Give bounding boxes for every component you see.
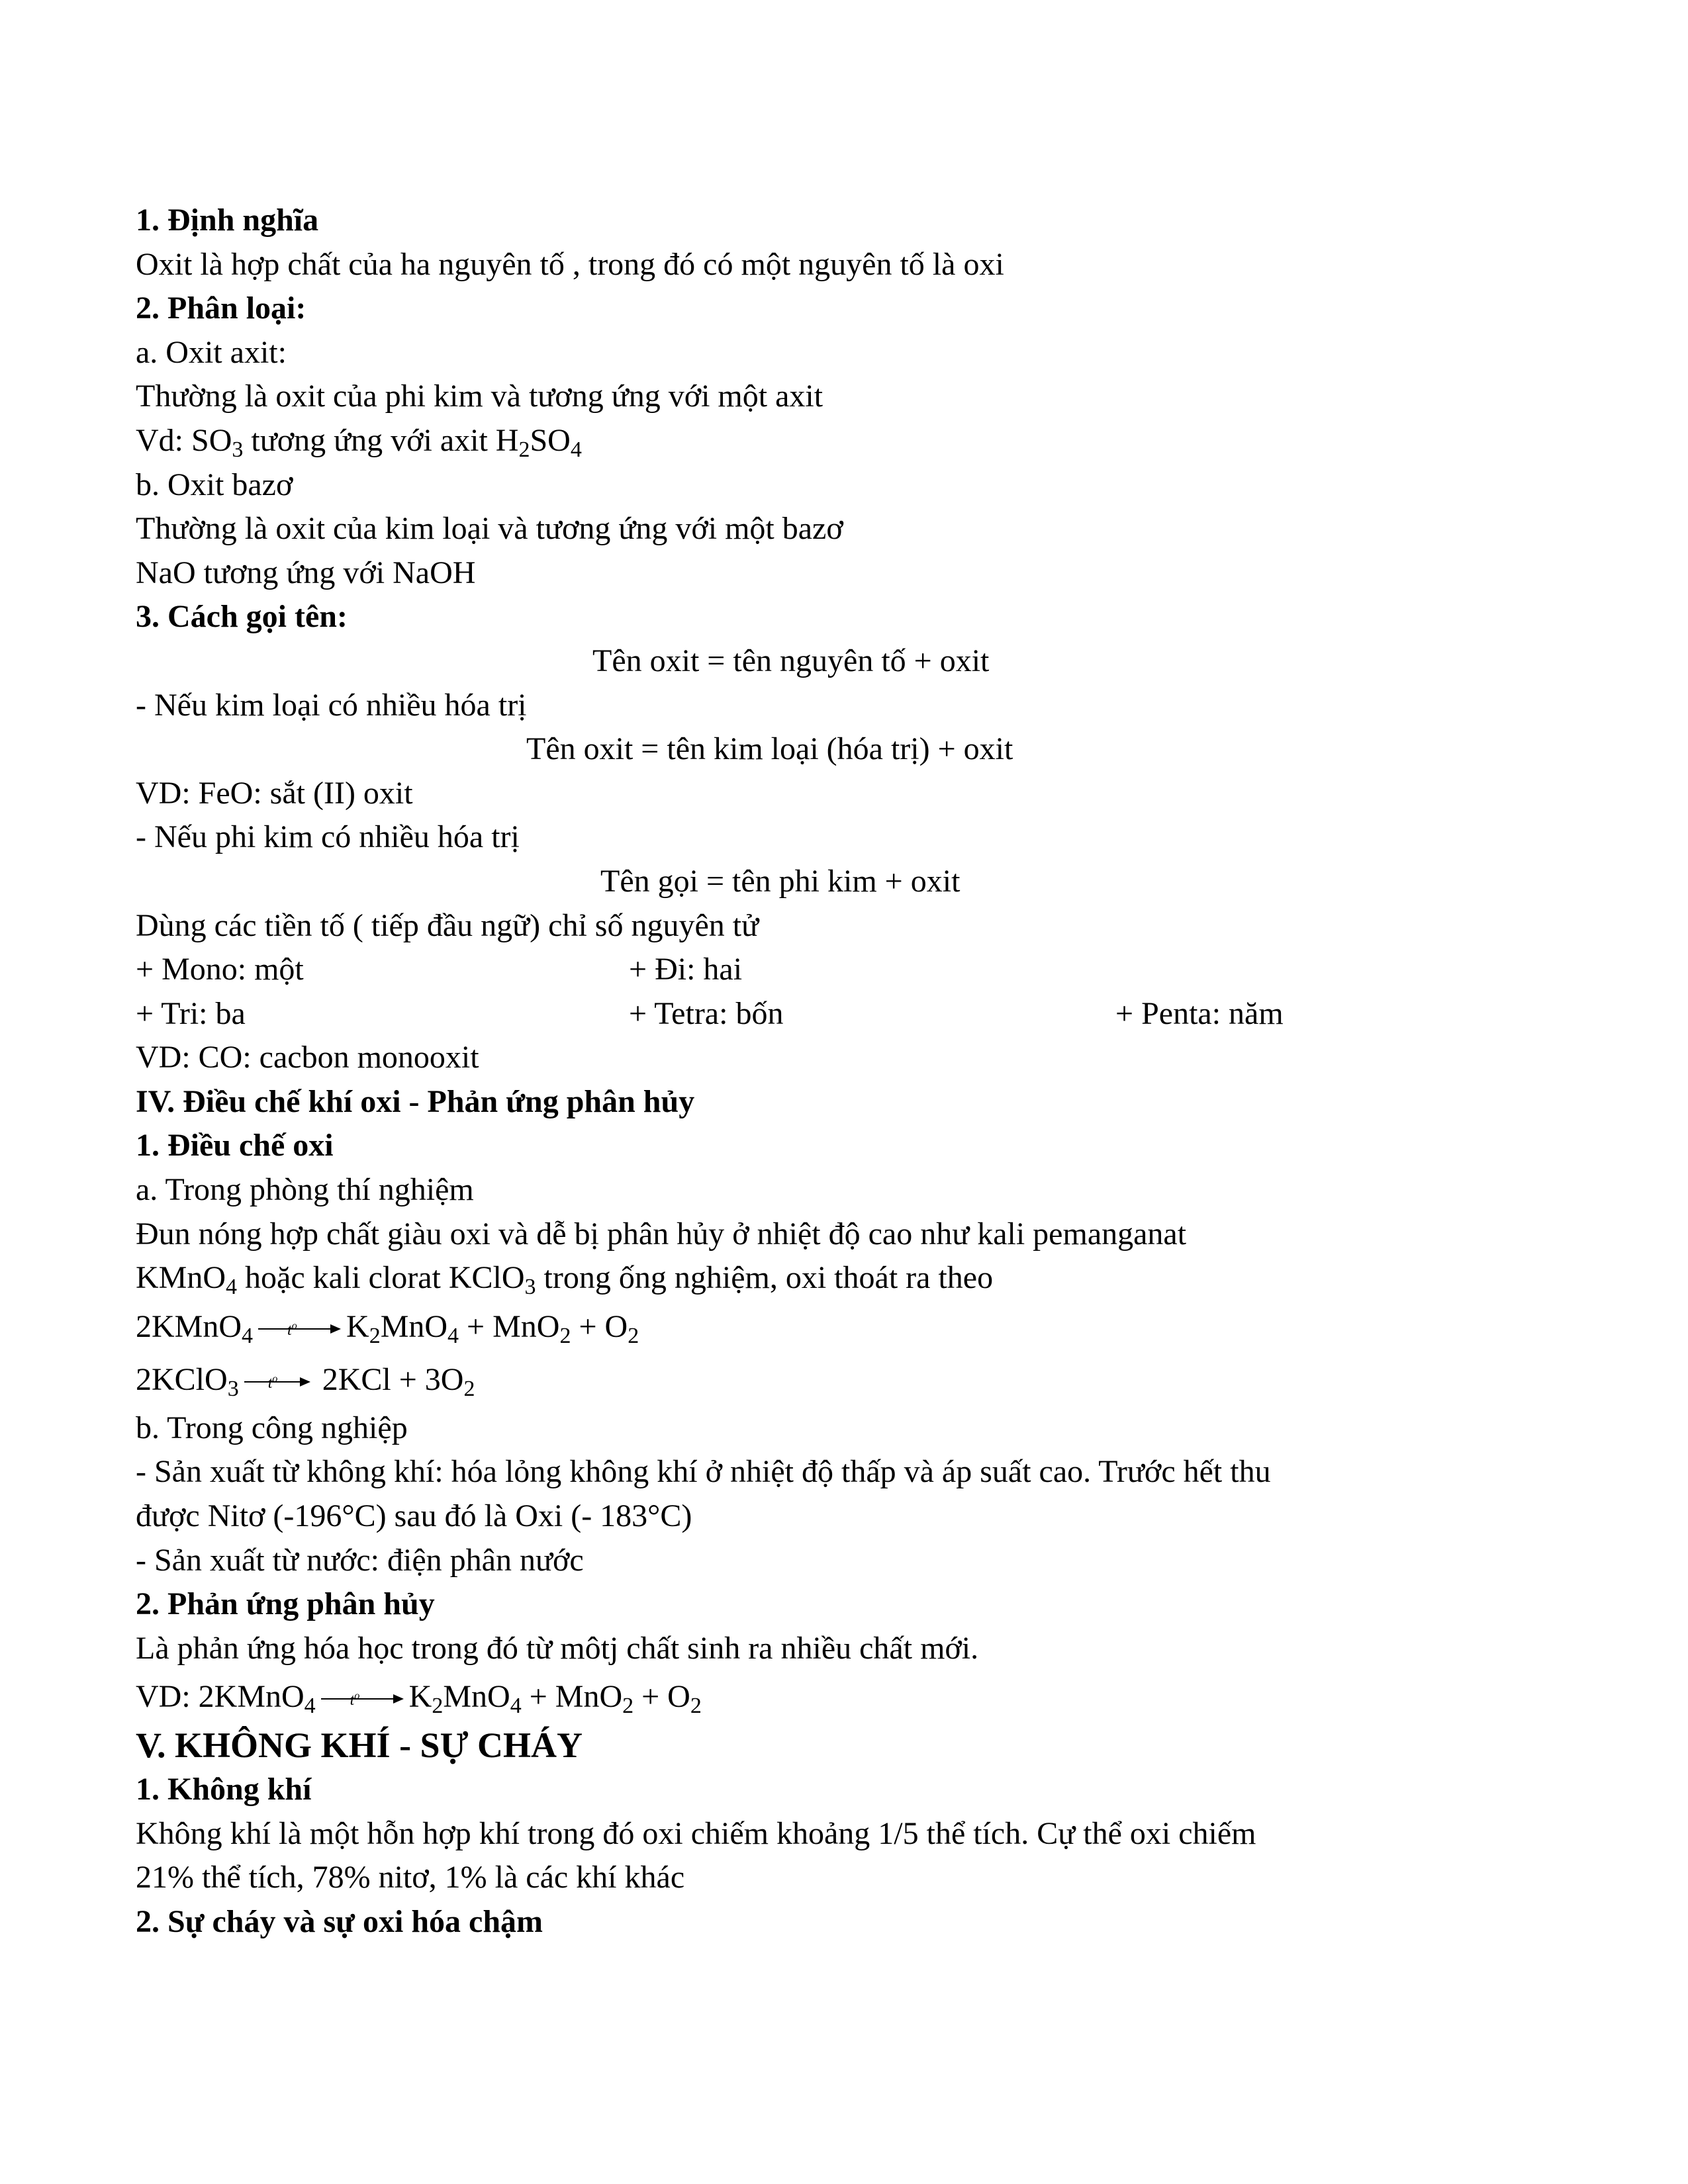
air-text-2: 21% thể tích, 78% nitơ, 1% là các khí khác — [136, 1860, 685, 1895]
basic-oxide-text: Thường là oxit của kim loại và tương ứng với một bazơ — [136, 511, 843, 547]
subheading-basic-oxide: b. Oxit bazơ — [136, 467, 293, 502]
naming-nonmetal-note: - Nếu phi kim có nhiều hóa trị — [136, 819, 520, 855]
reaction-decomposition-example: VD: 2KMnO$_4$ $t^o$ $K_2MnO_4 + MnO_2 + O_2$ — [136, 1679, 702, 1719]
prefix-tetra: + Tetra: bốn — [629, 995, 784, 1031]
industry-text-1: - Sản xuất từ không khí: hóa lỏng không khí ở nhiệt độ thấp và áp suất cao. Trước hết thu — [136, 1454, 1271, 1490]
reaction-arrow — [244, 1363, 310, 1390]
heading-classification: 2. Phân loại: — [136, 291, 306, 326]
naming-formula-metal: Tên oxit = tên kim loại (hóa trị) + oxit — [526, 731, 1013, 767]
decomposition-text: Là phản ứng hóa học trong đó từ môtj chất sinh ra nhiều chất mới. — [136, 1630, 979, 1666]
laboratory-text-1: Đun nóng hợp chất giàu oxi và dễ bị phân hủy ở nhiệt độ cao như kali pemanganat — [136, 1216, 1187, 1251]
prefix-di: + Đi: hai — [629, 952, 743, 987]
naming-metal-note: - Nếu kim loại có nhiều hóa trị — [136, 687, 527, 723]
definition-text: Oxit là hợp chất của ha nguyên tố , trong đó có một nguyên tố là oxi — [136, 246, 1004, 282]
subheading-preparation: 1. Điều chế oxi — [136, 1128, 334, 1163]
heading-oxygen-preparation: IV. Điều chế khí oxi - Phản ứng phân hủy — [136, 1083, 695, 1119]
reaction-arrow — [321, 1680, 404, 1707]
naming-metal-example: VD: FeO: sắt (II) oxit — [136, 775, 413, 811]
heading-definition: 1. Định nghĩa — [136, 203, 319, 238]
naming-prefix-note: Dùng các tiền tố ( tiếp đầu ngữ) chỉ số nguyên tử — [136, 907, 759, 943]
heading-air-combustion: V. KHÔNG KHÍ - SỰ CHÁY — [136, 1725, 583, 1766]
acidic-oxide-text: Thường là oxit của phi kim và tương ứng với một axit — [136, 379, 823, 414]
reaction-kclo3: 2KClO$_3$ $t^o$ $2KCl + 3O_2$ — [136, 1361, 475, 1401]
subheading-industry: b. Trong công nghiệp — [136, 1410, 408, 1445]
arrow-icon: $t^o$ — [258, 1321, 341, 1337]
laboratory-text-2: KMnO$_4$ hoặc kali clorat KClO$_3$ trong ống nghiệm, oxi thoát ra theo — [136, 1260, 994, 1300]
industry-text-2: được Nitơ (-196°C) sau đó là Oxi (- 183°C) — [136, 1498, 692, 1534]
prefix-row-2 — [136, 992, 1559, 1036]
naming-formula-nonmetal: Tên gọi = tên phi kim + oxit — [600, 863, 961, 899]
naming-nonmetal-example: VD: CO: cacbon monooxit — [136, 1040, 479, 1075]
subheading-air: 1. Không khí — [136, 1772, 312, 1807]
reaction-kmno4: 2KMnO$_4$ $t^o$ $K_2MnO_4 + MnO_2 + O_2$ — [136, 1308, 639, 1348]
reaction-arrow — [258, 1310, 341, 1337]
document-content — [136, 199, 1559, 1944]
subheading-acidic-oxide: a. Oxit axit: — [136, 334, 287, 370]
acidic-oxide-example: Vd: $SO_3$ tương ứng với axit $H_2SO_4$ — [136, 422, 582, 462]
subheading-combustion: 2. Sự cháy và sự oxi hóa chậm — [136, 1903, 543, 1939]
prefix-row-1 — [136, 948, 1559, 992]
basic-oxide-example: NaO tương ứng với NaOH — [136, 555, 476, 590]
arrow-icon: $t^o$ — [321, 1691, 404, 1707]
air-text-1: Không khí là một hỗn hợp khí trong đó oxi chiếm khoảng 1/5 thể tích. Cự thể oxi chiếm — [136, 1815, 1256, 1851]
heading-naming: 3. Cách gọi tên: — [136, 599, 348, 635]
prefix-tri: + Tri: ba — [136, 995, 246, 1031]
arrow-icon: $t^o$ — [244, 1374, 310, 1390]
prefix-mono: + Mono: một — [136, 952, 304, 987]
prefix-penta: + Penta: năm — [1115, 995, 1284, 1031]
subheading-laboratory: a. Trong phòng thí nghiệm — [136, 1172, 474, 1208]
industry-text-3: - Sản xuất từ nước: điện phân nước — [136, 1542, 584, 1578]
subheading-decomposition: 2. Phản ứng phân hủy — [136, 1586, 435, 1622]
naming-formula-general: Tên oxit = tên nguyên tố + oxit — [592, 643, 990, 678]
